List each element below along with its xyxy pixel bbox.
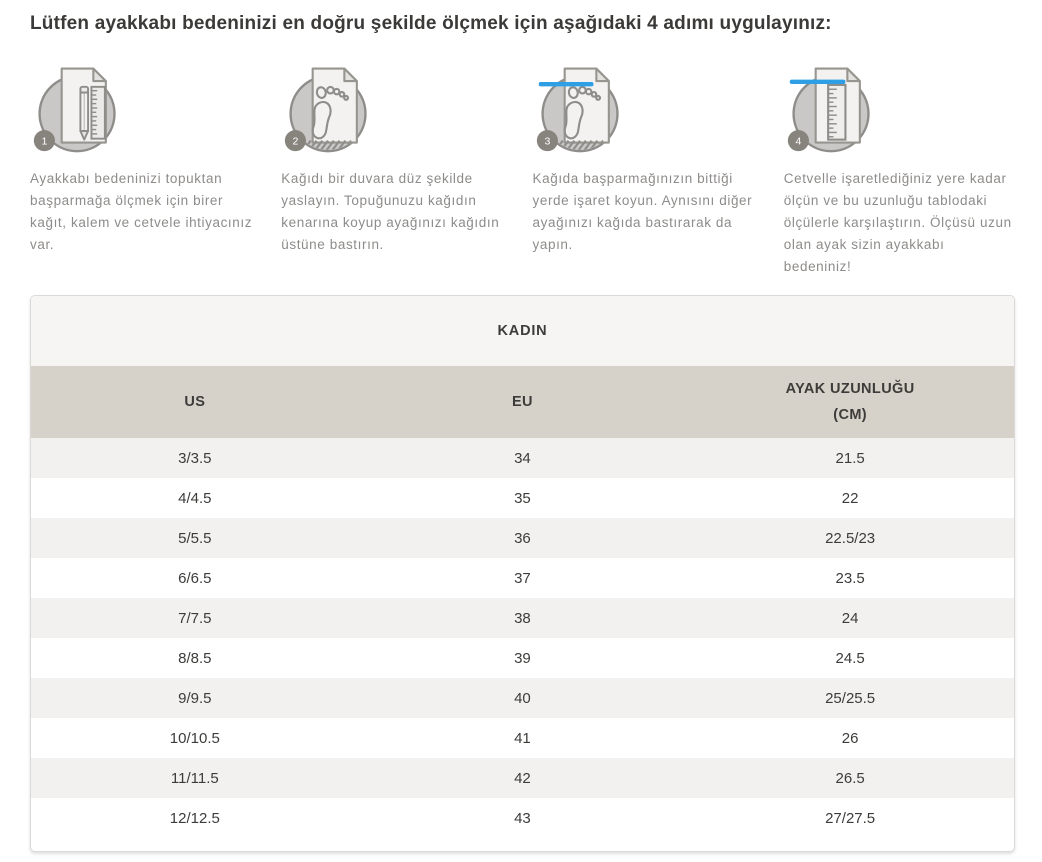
step-number-badge: 4 bbox=[795, 135, 802, 148]
cell-foot-length: 24 bbox=[841, 609, 859, 627]
column-header-foot-length-line2: (CM) bbox=[833, 407, 868, 423]
cell-foot-length: 26 bbox=[841, 729, 859, 747]
cell-foot-length: 21.5 bbox=[835, 449, 865, 467]
cell-eu: 42 bbox=[514, 769, 531, 787]
measure-mark-line bbox=[790, 80, 846, 84]
cell-foot-length: 22 bbox=[841, 489, 859, 507]
step-3 bbox=[533, 59, 764, 278]
column-header-foot-length bbox=[686, 366, 1014, 438]
step-2 bbox=[281, 59, 512, 278]
cell-us: 8/8.5 bbox=[178, 649, 212, 667]
cell-us: 3/3.5 bbox=[178, 449, 212, 467]
cell-eu: 40 bbox=[514, 689, 531, 707]
column-header-foot-length-line1: AYAK UZUNLUĞU bbox=[785, 381, 915, 397]
cell-foot-length: 23.5 bbox=[835, 569, 865, 587]
page-title: Lütfen ayakkabı bedeninizi en doğru şekilde ölçmek için aşağıdaki 4 adımı uygulayınız: bbox=[30, 13, 832, 34]
cell-foot-length: 24.5 bbox=[835, 649, 865, 667]
cell-foot-length: 27/27.5 bbox=[825, 809, 876, 827]
cell-eu: 38 bbox=[514, 609, 531, 627]
table-row bbox=[31, 718, 1014, 758]
cell-foot-length: 25/25.5 bbox=[825, 689, 876, 707]
cell-us: 7/7.5 bbox=[178, 609, 212, 627]
step-text: Kağıda başparmağınızın bittiği yerde işaret koyun. Aynısını diğer ayağınızı kağıda bastırarak da yapın. bbox=[532, 171, 753, 252]
cell-us: 9/9.5 bbox=[178, 689, 212, 707]
measure-mark-line bbox=[538, 82, 593, 86]
column-header-eu: EU bbox=[359, 366, 687, 438]
size-table bbox=[30, 295, 1015, 852]
cell-eu: 35 bbox=[514, 489, 531, 507]
cell-us: 6/6.5 bbox=[178, 569, 212, 587]
paper-footprint-marked-icon bbox=[533, 59, 629, 155]
cell-foot-length: 22.5/23 bbox=[825, 529, 876, 547]
size-table-grid bbox=[31, 366, 1014, 838]
cell-eu: 34 bbox=[514, 449, 531, 467]
step-1 bbox=[30, 59, 261, 278]
step-text: Ayakkabı bedeninizi topuktan başparmağa ölçmek için birer kağıt, kalem ve cetvele ihtiyacınız var. bbox=[30, 171, 253, 252]
table-row bbox=[31, 478, 1014, 518]
cell-us: 4/4.5 bbox=[178, 489, 212, 507]
step-number-badge: 3 bbox=[543, 135, 550, 148]
paper-footprint-icon bbox=[281, 59, 377, 155]
table-row bbox=[31, 638, 1014, 678]
column-header-us: US bbox=[31, 366, 359, 438]
table-row bbox=[31, 598, 1014, 638]
cell-us: 12/12.5 bbox=[169, 809, 220, 827]
table-header-row bbox=[31, 366, 1014, 438]
measurement-steps bbox=[30, 59, 1015, 278]
table-row bbox=[31, 678, 1014, 718]
cell-eu: 43 bbox=[514, 809, 531, 827]
paper-pencil-ruler-icon bbox=[30, 59, 126, 155]
table-row bbox=[31, 438, 1014, 478]
table-row bbox=[31, 558, 1014, 598]
table-row bbox=[31, 758, 1014, 798]
cell-eu: 37 bbox=[514, 569, 531, 587]
step-number-badge: 2 bbox=[292, 135, 299, 148]
step-4 bbox=[784, 59, 1015, 278]
cell-eu: 41 bbox=[514, 729, 531, 747]
cell-eu: 36 bbox=[514, 529, 531, 547]
size-table-body bbox=[31, 438, 1014, 838]
step-text: Kağıdı bir duvara düz şekilde yaslayın. Topuğunuzu kağıdın kenarına koyup ayağınızı kağıdın üstüne bastırın. bbox=[281, 171, 500, 252]
table-row bbox=[31, 798, 1014, 838]
cell-us: 10/10.5 bbox=[169, 729, 220, 747]
cell-us: 11/11.5 bbox=[170, 769, 219, 787]
step-text: Cetvelle işaretlediğiniz yere kadar ölçün ve bu uzunluğu tablodaki ölçülerle karşılaştırın. Ölçüsü uzun olan ayak sizin ayakkabı bedeniniz! bbox=[783, 171, 1012, 274]
size-table-group-title: KADIN bbox=[31, 296, 1014, 366]
step-number-badge: 1 bbox=[41, 135, 48, 148]
cell-foot-length: 26.5 bbox=[835, 769, 865, 787]
cell-eu: 39 bbox=[514, 649, 531, 667]
cell-us: 5/5.5 bbox=[178, 529, 212, 547]
table-row bbox=[31, 518, 1014, 558]
paper-ruler-measure-icon bbox=[784, 59, 880, 155]
